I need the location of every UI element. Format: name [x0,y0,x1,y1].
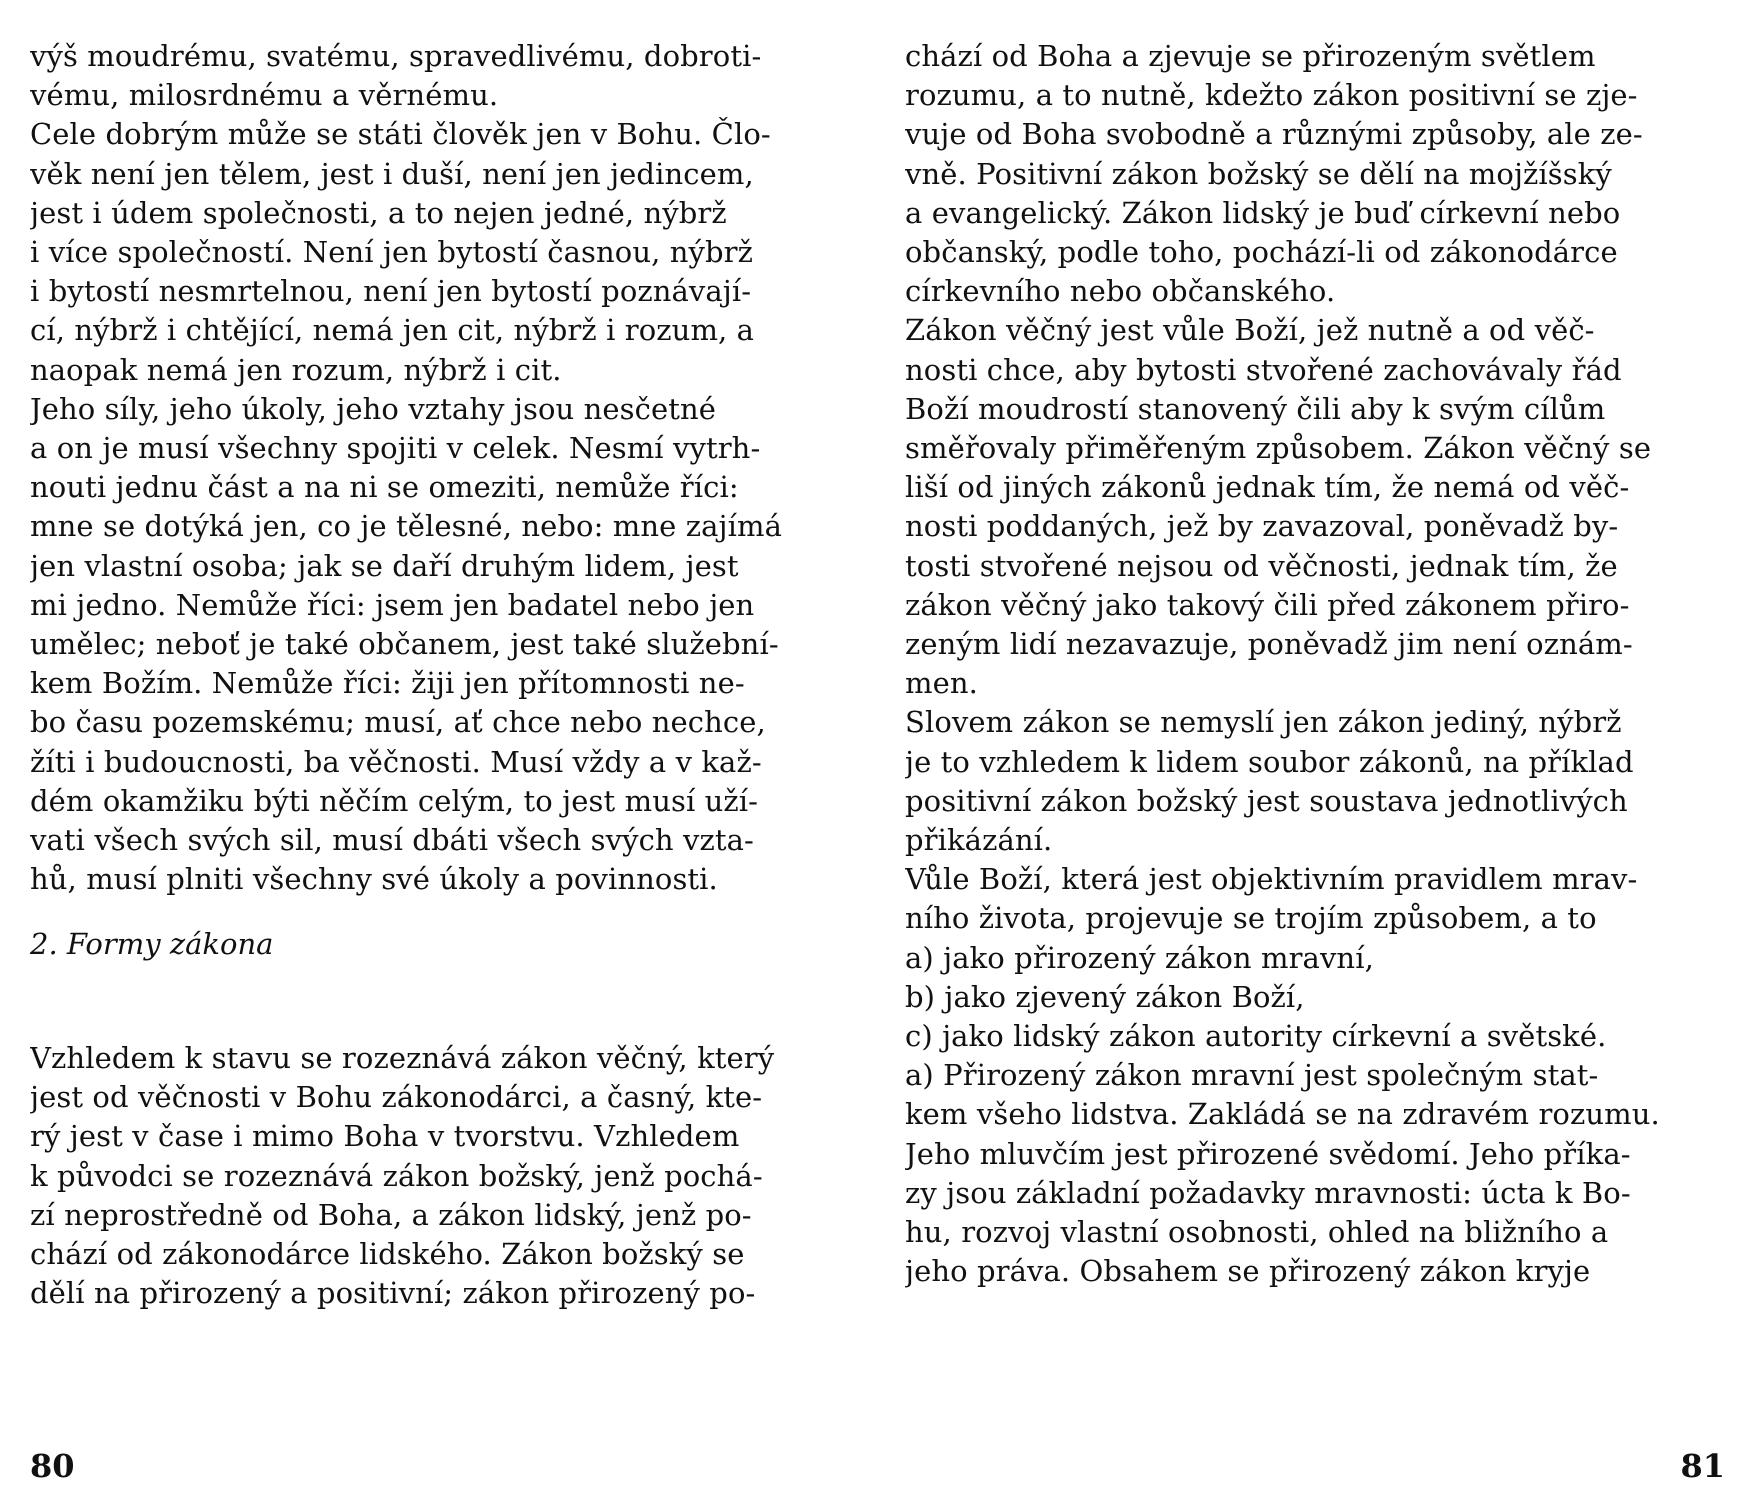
text-line: a) jako přirozený zákon mravní, [905,940,1374,975]
text-line: b) jako zjevený zákon Boží, [905,979,1305,1014]
text-line: nosti chce, aby bytosti stvořené zachovávaly řád [905,352,1622,387]
text-line: Slovem zákon se nemyslí jen zákon jediný, nýbrž [905,705,1622,740]
text-line: mne se dotýká jen, co je tělesné, nebo: mne zajímá [30,509,782,544]
text-line: jen vlastní osoba; jak se daří druhým lidem, jest [30,548,739,583]
text-line: Cele dobrým může se státi člověk jen v Bohu. Člo- [30,117,771,152]
text-line: positivní zákon božský jest soustava jednotlivých [905,783,1628,818]
text-line: a) Přirozený zákon mravní jest společným stat- [905,1058,1599,1093]
text-line: mi jedno. Nemůže říci: jsem jen badatel nebo jen [30,587,755,622]
left-page [30,34,850,1484]
text-line: liší od jiných zákonů jednak tím, že nemá od věč- [905,470,1630,505]
section-heading: 2. Formy zákona [30,927,274,961]
text-line: c) jako lidský zákon autority církevní a světské. [905,1019,1607,1053]
text-line: umělec; neboť je také občanem, jest také služební- [30,627,779,661]
text-line: dém okamžiku býti něčím celým, to jest musí uží- [30,783,759,818]
text-line: dělí na přirozený a positivní; zákon přirozený po- [30,1276,756,1311]
text-line: rozumu, a to nutně, kdežto zákon positivní se zje- [905,78,1638,113]
text-line: chází od zákonodárce lidského. Zákon božský se [30,1237,745,1271]
text-line: kem Božím. Nemůže říci: žiji jen přítomnosti ne- [30,666,745,701]
text-line: vati všech svých sil, musí dbáti všech svých vzta- [30,823,754,857]
text-line: věk není jen tělem, jest i duší, není jen jedincem, [30,156,754,191]
text-line: hu, rozvoj vlastní osobnosti, ohled na bližního a [905,1215,1609,1249]
text-line: vuje od Boha svobodně a různými způsoby, ale ze- [905,117,1643,152]
text-line: a on je musí všechny spojiti v celek. Nesmí vytrh- [30,431,761,465]
text-line: jest od věčnosti v Bohu zákonodárci, a časný, kte- [30,1080,763,1115]
text-line: směřovaly přiměřeným způsobem. Zákon věčný se [905,431,1652,465]
text-line: k původci se rozeznává zákon božský, jenž pochá- [30,1158,763,1193]
text-line: hů, musí plniti všechny své úkoly a povinnosti. [30,862,718,897]
text-line: zy jsou základní požadavky mravnosti: úcta k Bo- [905,1175,1631,1210]
text-line: i bytostí nesmrtelnou, není jen bytostí poznávají- [30,274,752,309]
text-line: vně. Positivní zákon božský se dělí na mojžíšský [905,156,1612,191]
text-line: přikázání. [905,823,1053,857]
text-line: Jeho síly, jeho úkoly, jeho vztahy jsou nesčetné [30,391,717,426]
text-line: výš moudrému, svatému, spravedlivému, dobroti- [30,39,762,73]
text-line: Boží moudrostí stanovený čili aby k svým cílům [905,391,1606,426]
text-line: kem všeho lidstva. Zakládá se na zdravém rozumu. [905,1097,1660,1132]
text-line: naopak nemá jen rozum, nýbrž i cit. [30,352,562,387]
text-line: žíti i budoucnosti, ba věčnosti. Musí vždy a v kaž- [30,744,762,779]
text-line: Zákon věčný jest vůle Boží, jež nutně a od věč- [905,313,1595,348]
text-line: vému, milosrdnému a věrnému. [30,78,499,113]
text-line: men. [905,666,978,701]
text-line: bo času pozemskému; musí, ať chce nebo nechce, [30,705,766,740]
text-line: ního života, projevuje se trojím způsobem, a to [905,901,1597,936]
text-line: zeným lidí nezavazuje, poněvadž jim není oznám- [905,627,1633,661]
text-line: Vzhledem k stavu se rozeznává zákon věčný, který [30,1041,775,1075]
text-line: nouti jednu část a na ni se omeziti, nemůže říci: [30,470,739,505]
text-line: rý jest v čase i mimo Boha v tvorstvu. Vzhledem [30,1119,740,1154]
page-number-left: 80 [30,1447,75,1485]
text-line: chází od Boha a zjevuje se přirozeným světlem [905,39,1596,73]
text-line: jest i údem společnosti, a to nejen jedné, nýbrž [30,195,727,230]
text-line: církevního nebo občanského. [905,274,1336,309]
text-line: a evangelický. Zákon lidský je buď církevní nebo [905,195,1621,230]
text-line: je to vzhledem k lidem soubor zákonů, na příklad [905,744,1634,779]
text-line: Vůle Boží, která jest objektivním pravidlem mrav- [905,862,1638,897]
page-number-right: 81 [1680,1447,1725,1485]
text-line: jeho práva. Obsahem se přirozený zákon kryje [905,1254,1591,1289]
text-line: občanský, podle toho, pochází-li od zákonodárce [905,235,1618,269]
text-line: i více společností. Není jen bytostí časnou, nýbrž [30,235,754,269]
text-line: nosti poddaných, jež by zavazoval, poněvadž by- [905,509,1619,544]
text-line: cí, nýbrž i chtějící, nemá jen cit, nýbrž i rozum, a [30,313,755,348]
text-line: tosti stvořené nejsou od věčnosti, jednak tím, že [905,548,1618,583]
right-page [905,34,1725,1484]
text-line: zákon věčný jako takový čili před zákonem přiro- [905,587,1630,622]
text-line: Jeho mluvčím jest přirozené svědomí. Jeho příka- [905,1136,1631,1171]
text-line: zí neprostředně od Boha, a zákon lidský, jenž po- [30,1197,752,1232]
